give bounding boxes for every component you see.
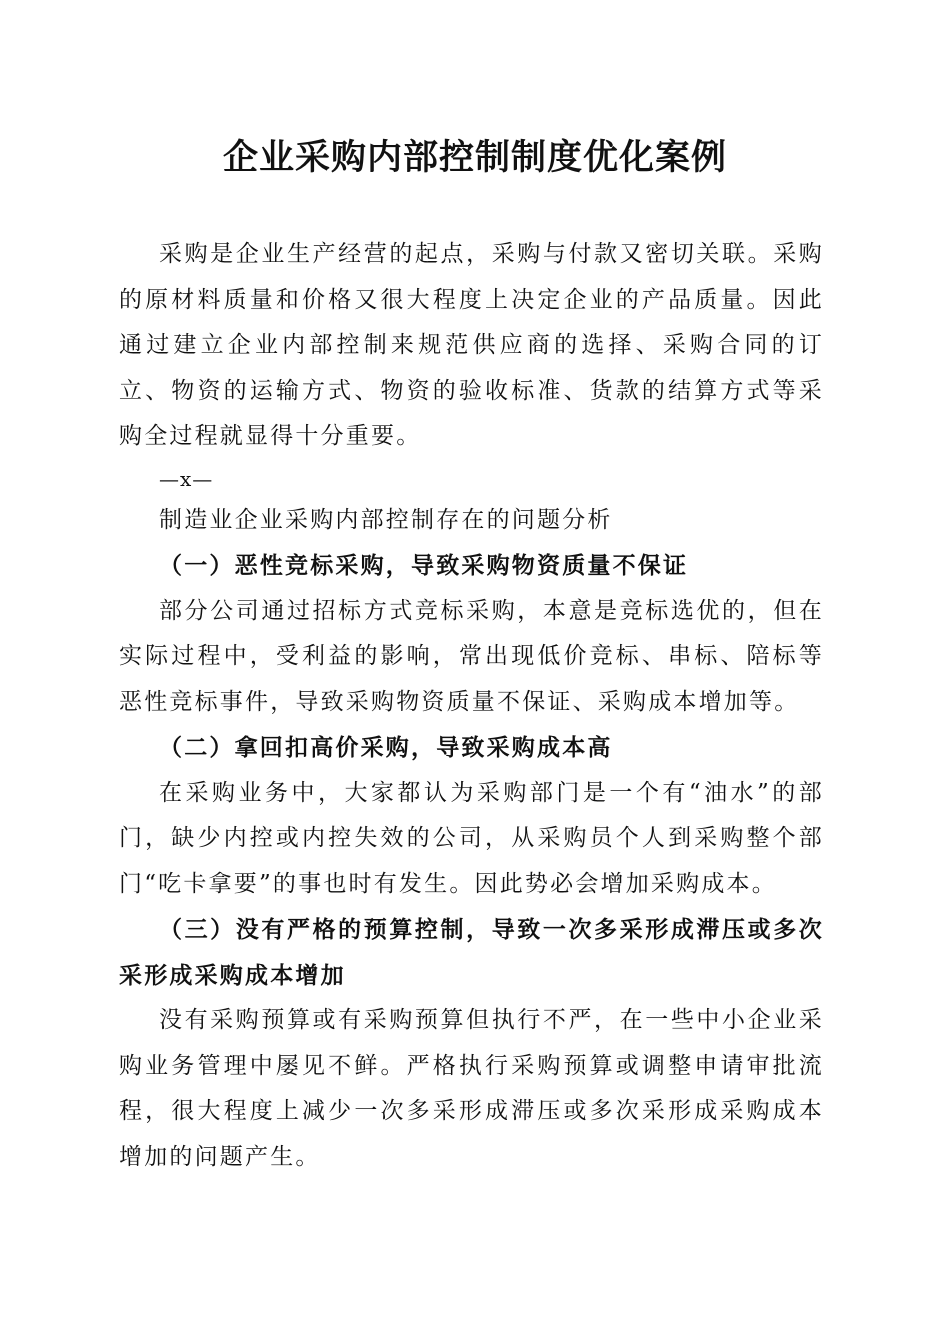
subheading-2: （二）拿回扣高价采购，导致采购成本高 xyxy=(159,734,613,761)
subheading-3: （三）没有严格的预算控制，导致一次多采形成滞压或多次采形成采购成本增加 xyxy=(119,916,824,989)
paragraph-1: 部分公司通过招标方式竞标采购，本意是竞标选优的，但在实际过程中，受利益的影响，常出现低价竞标、串标、陪标等恶性竞标事件，导致采购物资质量不保证、采购成本增加等。 xyxy=(119,597,824,715)
paragraph-2: 在采购业务中，大家都认为采购部门是一个有“油水”的部门，缺少内控或内控失效的公司，从采购员个人到采购整个部门“吃卡拿要”的事也时有发生。因此势必会增加采购成本。 xyxy=(119,779,824,897)
document-body xyxy=(119,232,824,1180)
intro-paragraph: 采购是企业生产经营的起点，采购与付款又密切关联。采购的原材料质量和价格又很大程度上决定企业的产品质量。因此通过建立企业内部控制来规范供应商的选择、采购合同的订立、物资的运输方式、物资的验收标准、货款的结算方式等采购全过程就显得十分重要。 xyxy=(119,241,824,449)
separator-mark: —x— xyxy=(159,466,214,491)
document-title: 企业采购内部控制制度优化案例 xyxy=(222,138,727,178)
paragraph-3: 没有采购预算或有采购预算但执行不严，在一些中小企业采购业务管理中屡见不鲜。严格执行采购预算或调整申请审批流程，很大程度上减少一次多采形成滞压或多次采形成采购成本增加的问题产生。 xyxy=(119,1007,824,1170)
section-heading: 制造业企业采购内部控制存在的问题分析 xyxy=(159,506,613,533)
subheading-1: （一）恶性竞标采购，导致采购物资质量不保证 xyxy=(159,552,689,579)
